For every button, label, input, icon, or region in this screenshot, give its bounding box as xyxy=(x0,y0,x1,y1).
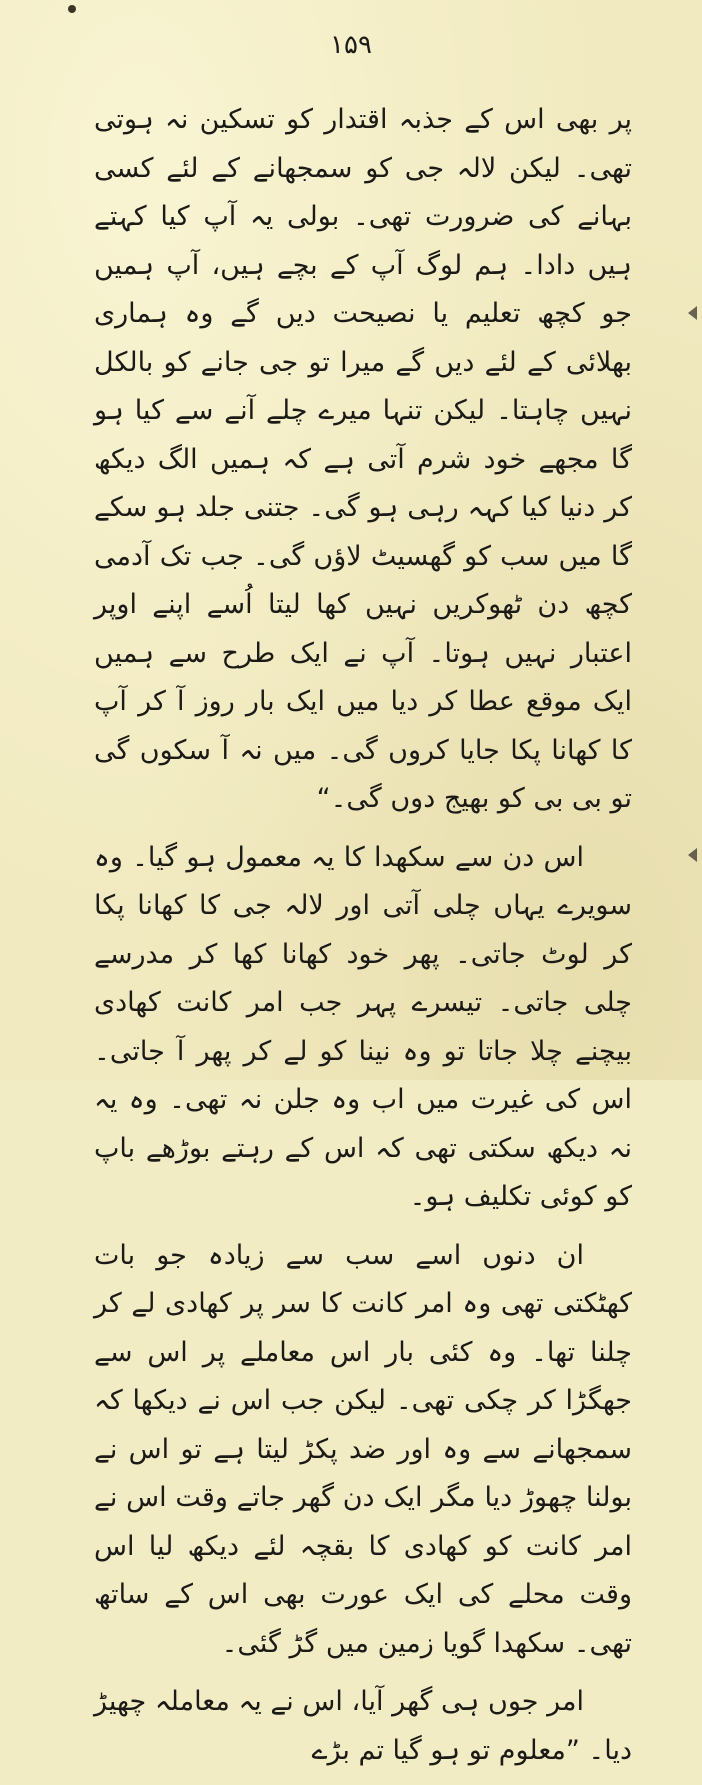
page-number: ۱۵۹ xyxy=(330,30,372,60)
ink-spot xyxy=(68,5,76,13)
page-text xyxy=(94,96,632,1785)
paragraph-3: ان دنوں اسے سب سے زیادہ جو بات کھٹکتی تھی وہ امر کانت کا سر پر کھادی لے کر چلنا تھا۔ وہ کئی بار اس معاملے پر اس سے جھگڑا کر چکی تھی۔ لیکن جب اس نے دیکھا کہ سمجھانے سے وہ اور ضد پکڑ لیتا ہے تو اس نے بولنا چھوڑ دیا مگر ایک دن گھر جاتے وقت اس نے امر کانت کو کھادی کا بقچہ لئے دیکھ لیا اس وقت محلے کی ایک عورت بھی اس کے ساتھ تھی۔ سکھدا گویا زمین میں گڑ گئی۔ xyxy=(94,1239,632,1659)
margin-mark-top xyxy=(688,306,697,320)
margin-mark-bottom xyxy=(688,848,697,862)
paragraph-4: امر جوں ہی گھر آیا، اس نے یہ معاملہ چھیڑ دیا۔ ”معلوم تو ہو گیا تم بڑے xyxy=(94,1686,632,1766)
paragraph-1: پر بھی اس کے جذبہ اقتدار کو تسکین نہ ہوتی تھی۔ لیکن لالہ جی کو سمجھانے کے لئے کسی بہانے کی ضرورت تھی۔ بولی یہ آپ کیا کہتے ہیں دادا۔ ہم لوگ آپ کے بچے ہیں، آپ ہمیں جو کچھ تعلیم یا نصیحت دیں گے وہ ہماری بھلائی کے لئے دیں گے میرا تو جی جانے کو بالکل نہیں چاہتا۔ لیکن تنہا میرے چلے آنے سے کیا ہو گا مجھے خود شرم آتی ہے کہ ہمیں الگ دیکھ کر دنیا کیا کہہ رہی ہو گی۔ جتنی جلد ہو سکے گا میں سب کو گھسیٹ لاؤں گی۔ جب تک آدمی کچھ دن ٹھوکریں نہیں کھا لیتا اُسے اپنے اوپر اعتبار نہیں ہوتا۔ آپ نے ایک طرح سے ہمیں ایک موقع عطا کر دیا میں ایک بار روز آ کر آپ کا کھانا پکا جایا کروں گی۔ میں نہ آ سکوں گی تو بی بی کو بھیج دوں گی۔“ xyxy=(94,104,632,814)
paragraph-2: اس دن سے سکھدا کا یہ معمول ہو گیا۔ وہ سویرے یہاں چلی آتی اور لالہ جی کا کھانا پکا کر لوٹ جاتی۔ پھر خود کھانا کھا کر مدرسے چلی جاتی۔ تیسرے پہر جب امر کانت کھادی بیچنے چلا جاتا تو وہ نینا کو لے کر پھر آ جاتی۔ اس کی غیرت میں اب وہ جلن نہ تھی۔ وہ یہ نہ دیکھ سکتی تھی کہ اس کے رہتے بوڑھے باپ کو کوئی تکلیف ہو۔ xyxy=(94,841,632,1212)
